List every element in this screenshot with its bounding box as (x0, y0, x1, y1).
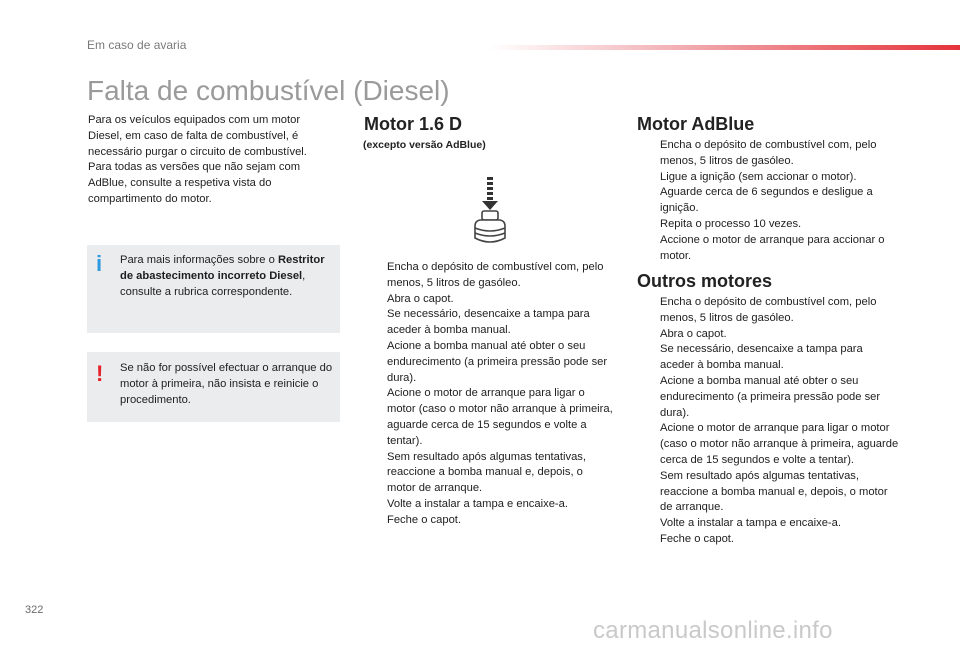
warning-icon: ! (96, 361, 104, 386)
list-item: Aguarde cerca de 6 segundos e desligue a ignição. (660, 186, 873, 215)
list-item: Volte a instalar a tampa e encaixe-a. (387, 497, 568, 510)
page-title: Falta de combustível (Diesel) (87, 75, 450, 106)
list-item: Abra o capot. (387, 292, 454, 305)
motor16-heading: Motor 1.6 D (364, 114, 463, 134)
adblue-heading: Motor AdBlue (637, 114, 755, 134)
motor16-steps (364, 260, 614, 529)
list-item: Encha o depósito de combustível com, pelo menos, 5 litros de gasóleo. (660, 296, 877, 324)
list-item: Ligue a ignição (sem accionar o motor). (660, 170, 857, 183)
warning-note-text: Se não for possível efectuar o arranque do motor à primeira, não insista e reinicie o procedimento. (120, 362, 333, 406)
page-number: 322 (25, 604, 44, 616)
info-icon: i (96, 251, 103, 276)
list-item: Repita o processo 10 vezes. (660, 217, 802, 230)
list-item: Feche o capot. (660, 532, 735, 545)
info-note (87, 245, 340, 333)
list-item: Se necessário, desencaixe a tampa para aceder à bomba manual. (387, 308, 590, 337)
list-item: Acione a bomba manual até obter o seu endurecimento (a primeira pressão pode ser dura). (387, 339, 608, 384)
warning-note (87, 352, 340, 422)
list-item: Se necessário, desencaixe a tampa para aceder à bomba manual. (660, 343, 863, 372)
watermark: carmanualsonline.info (593, 617, 833, 644)
adblue-steps (637, 138, 899, 264)
list-item: Abra o capot. (660, 327, 727, 340)
list-item: Sem resultado após algumas tentativas, reaccione a bomba manual e, depois, o motor de arranque. (660, 469, 888, 514)
hand-pump-icon (472, 176, 508, 246)
list-item: Sem resultado após algumas tentativas, reaccione a bomba manual e, depois, o motor de arranque. (387, 450, 586, 495)
list-item: Volte a instalar a tampa e encaixe-a. (660, 517, 841, 530)
list-item: Acione o motor de arranque para ligar o motor (caso o motor não arranque à primeira, aguarde cerca de 15 segundos e volte a tentar). (387, 387, 613, 447)
motor16-subheading: (excepto versão AdBlue) (363, 139, 486, 151)
list-item: Accione o motor de arranque para accionar o motor. (660, 233, 885, 262)
outros-steps (637, 295, 899, 548)
list-item: Acione o motor de arranque para ligar o motor (caso o motor não arranque à primeira, aguarde cerca de 15 segundos e volte a tentar). (660, 422, 899, 466)
list-item: Feche o capot. (387, 513, 462, 526)
intro-paragraph: Para os veículos equipados com um motor Diesel, em caso de falta de combustível, é necessário purgar o circuito de combustível. Para todas as versões que não sejam com AdBlue, consulte a respetiva vista do compartimento do motor. (88, 114, 307, 205)
list-item: Encha o depósito de combustível com, pelo menos, 5 litros de gasóleo. (387, 261, 604, 289)
info-note-bold: Restritor de abastecimento incorreto Diesel (120, 254, 325, 282)
list-item: Encha o depósito de combustível com, pelo menos, 5 litros de gasóleo. (660, 139, 877, 167)
header-accent-bar (490, 45, 960, 50)
list-item: Acione a bomba manual até obter o seu endurecimento (a primeira pressão pode ser dura). (660, 374, 881, 419)
outros-heading: Outros motores (637, 271, 773, 291)
section-header: Em caso de avaria (87, 38, 187, 52)
info-note-text: Para mais informações sobre o Restritor de abastecimento incorreto Diesel, consulte a rubrica correspondente. (120, 254, 325, 298)
